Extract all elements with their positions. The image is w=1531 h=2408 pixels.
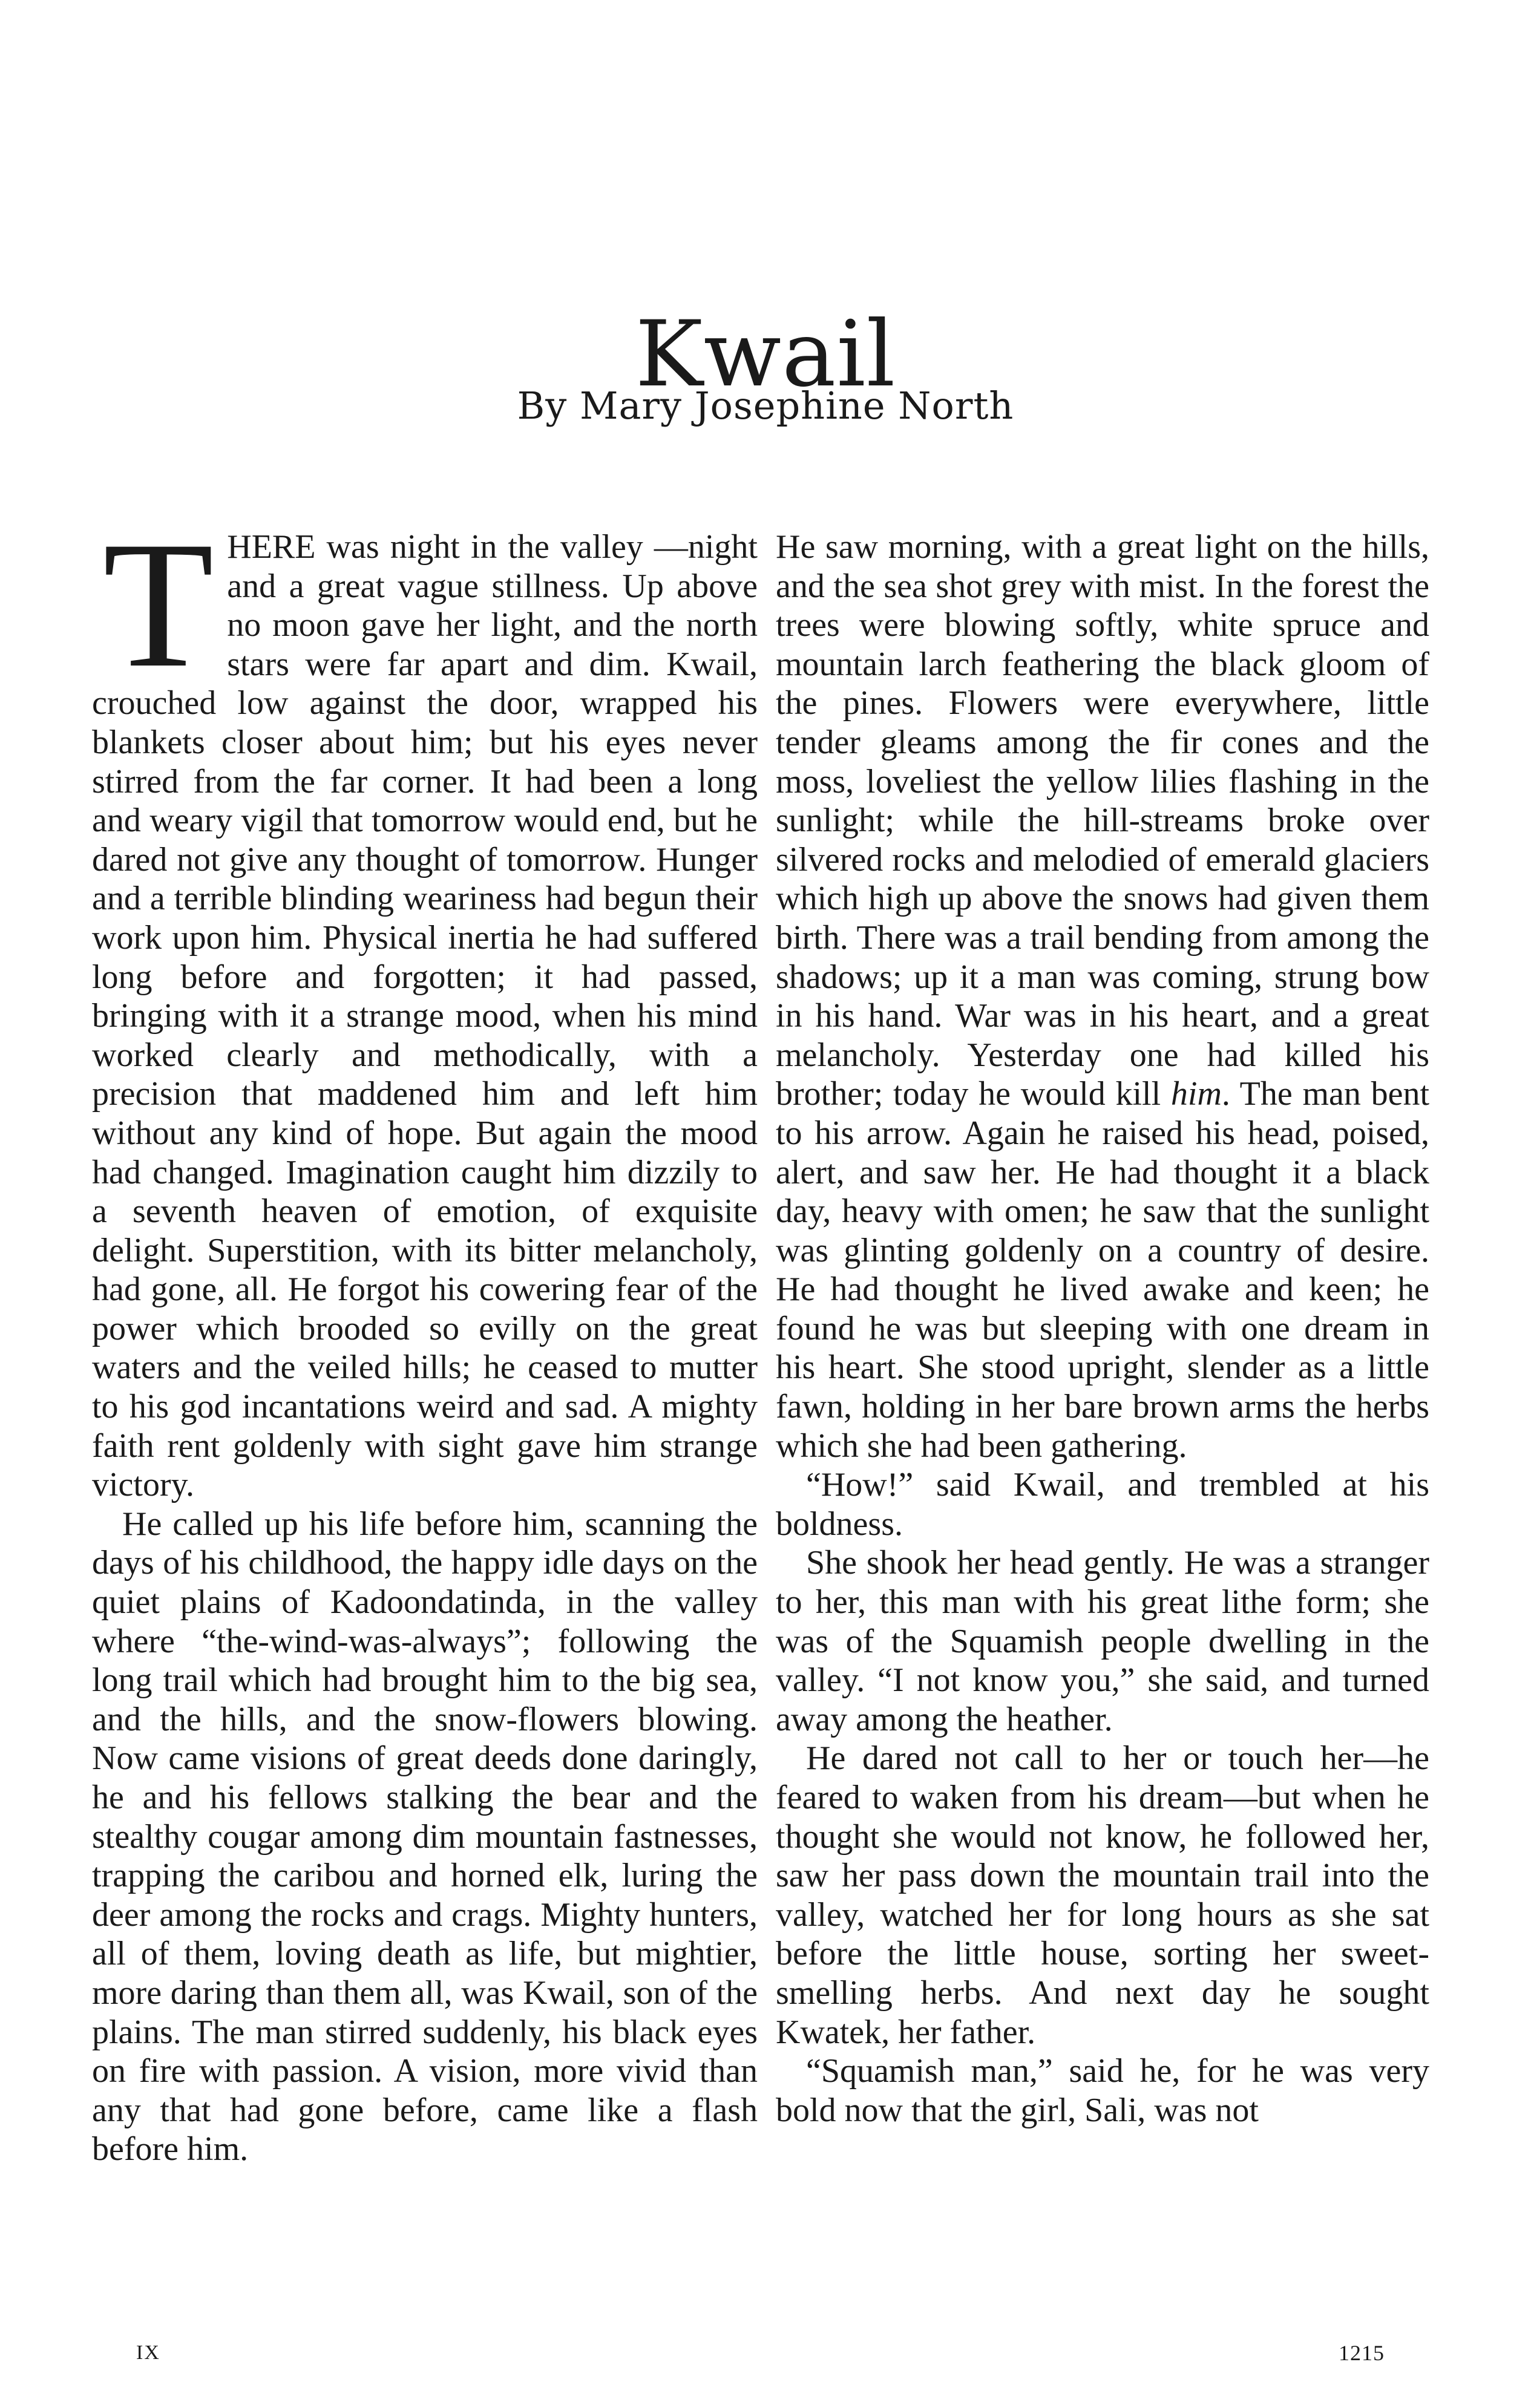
paragraph-text: . The man bent to his arrow. Again he raised his head, poised, alert, and saw her. He had thought it a black day, heavy with omen; he saw that the sunlight was glinting goldenly on a country of desire. He had thought he lived awake and keen; he found he was but sleeping with one dream in his heart. She stood upright, slender as a little fawn, holding in her bare brown arms the herbs which she had been gathering. [776, 1075, 1430, 1465]
paragraph-text: He saw morning, with a great light on the hills, and the sea shot grey with mist. In the forest the trees were blowing softly, white spruce and mountain larch feathering the black gloom of the pines. Flowers were everywhere, little tender gleams among the fir cones and the moss, loveliest the yellow lilies flashing in the sunlight; while the hill-streams broke over silvered rocks and melodied of emerald glaciers which high up above the snows had given them birth. There was a trail bending from among the shadows; up it a man was coming, strung bow in his hand. War was in his heart, and a great melancholy. Yesterday one had killed his brother; today he would kill [776, 528, 1429, 1113]
paragraph: “How!” said Kwail, and trembled at his boldness. [776, 1466, 1429, 1543]
signature-mark: IX [136, 2341, 160, 2364]
paragraph [92, 504, 758, 1505]
paragraph [776, 528, 1429, 1465]
right-column [776, 528, 1429, 2130]
paragraph: He called up his life before him, scanning the days of his childhood, the happy idle days on the quiet plains of Kadoondatinda, in the valley where “the-wind-was-always”; following the long trail which had brought him to the big sea, and the hills, and the snow-flowers blowing. Now came visions of great deeds done daringly, he and his fellows stalking the bear and the stealthy cougar among dim mountain fastnesses, trapping the caribou and horned elk, luring the deer among the rocks and crags. Mighty hunters, all of them, loving death as life, but mightier, more daring than them all, was Kwail, son of the plains. The man stirred suddenly, his black eyes on fire with passion. A vision, more vivid than any that had gone before, came like a flash before him. [92, 1505, 758, 2168]
article-title: Kwail [635, 301, 896, 407]
emphasis-text: him [1170, 1075, 1222, 1113]
paragraph: “Squamish man,” said he, for he was very bold now that the girl, Sali, was not [776, 2052, 1429, 2129]
page-number: 1215 [1339, 2341, 1385, 2365]
article-byline: By Mary Josephine North [517, 384, 1014, 428]
paragraph-text: HERE was night in the valley —night and a great vague stillness. Up above no moon gave her light, and the north stars were far apart and dim. Kwail, crouched low against the door, wrapped his blankets closer about him; but his eyes never stirred from the far corner. It had been a long and weary vigil that tomorrow would end, but he dared not give any thought of tomorrow. Hunger and a terrible blinding weariness had begun their work upon him. Physical inertia he had suffered long before and forgotten; it had passed, bringing with it a strange mood, when his mind worked clearly and methodically, with a precision that maddened him and left him without any kind of hope. But again the mood had changed. Imagination caught him dizzily to a seventh heaven of emotion, of exquisite delight. Superstition, with its bitter melancholy, had gone, all. He forgot his cowering fear of the power which brooded so evilly on the great waters and the veiled hills; he ceased to mutter to his god incantations weird and sad. A mighty faith rent goldenly with sight gave him strange victory. [92, 528, 758, 1504]
paragraph: She shook her head gently. He was a stranger to her, this man with his great lithe form; she was of the Squamish people dwelling in the valley. “I not know you,” she said, and turned away among the heather. [776, 1544, 1429, 1738]
drop-cap: T [103, 504, 214, 705]
paragraph: He dared not call to her or touch her—he feared to waken from his dream—but when he thought she would not know, he followed her, saw her pass down the mountain trail into the valley, watched her for long hours as she sat before the little house, sorting her sweet-smelling herbs. And next day he sought Kwatek, her father. [776, 1739, 1429, 2051]
left-column [92, 504, 758, 2169]
